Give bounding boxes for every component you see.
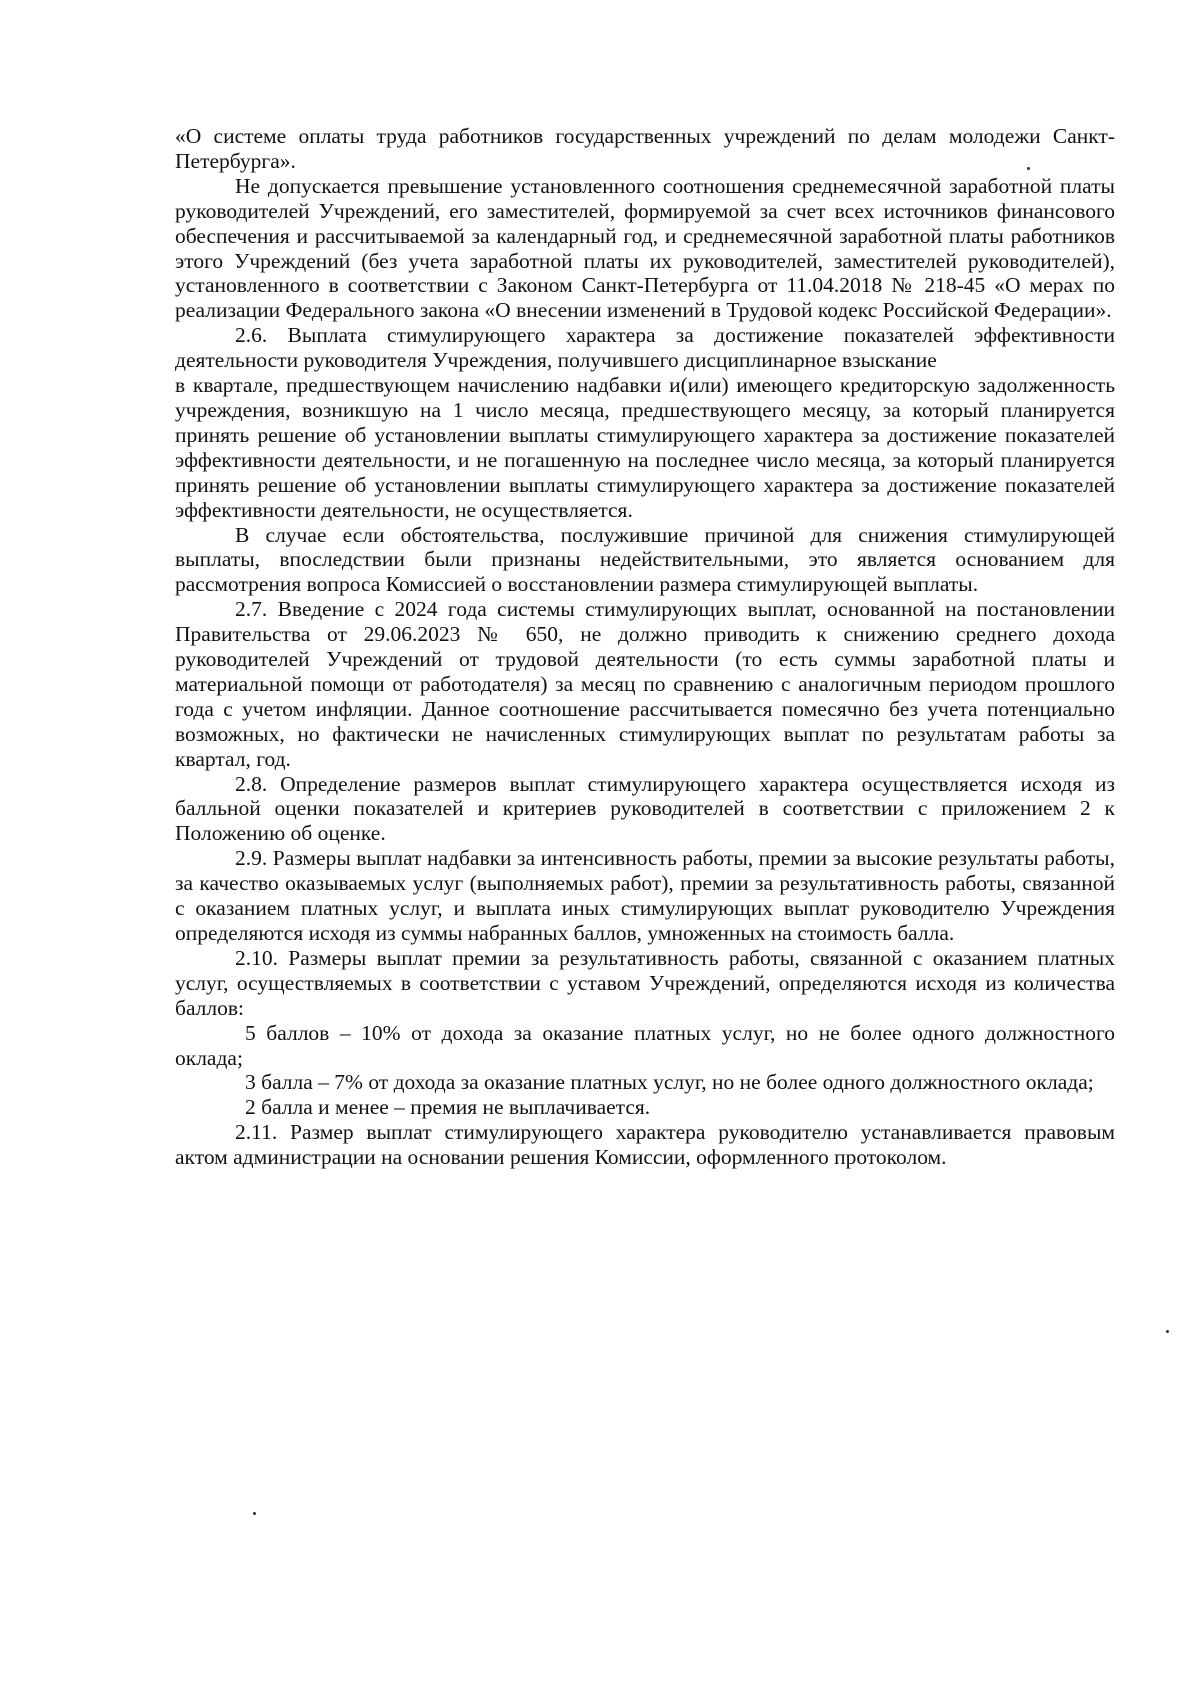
scan-speck-top xyxy=(1027,167,1030,170)
paragraph-law-title-end: «О системе оплаты труда работников государственных учреждений по делам молодежи Санкт-Петербурга». xyxy=(175,124,1115,173)
scan-speck-right xyxy=(1166,1330,1169,1333)
paragraph-restoration: В случае если обстоятельства, послужившие причиной для снижения стимулирующей выплаты, впоследствии были признаны недействительными, это является основанием для рассмотрения вопроса Комиссией о восстановлении размера стимулирующей выплаты. xyxy=(175,522,1115,597)
paragraph-2-8: 2.8. Определение размеров выплат стимулирующего характера осуществляется исходя из балльной оценки показателей и критериев руководителей в соответствии с приложением 2 к Положению об оценке. xyxy=(175,771,1115,846)
document-body xyxy=(175,124,1115,1170)
paragraph-2-9: 2.9. Размеры выплат надбавки за интенсивность работы, премии за высокие результаты работы, за качество оказываемых услуг (выполняемых работ), премии за результативность работы, связанной с оказанием платных услуг, и выплата иных стимулирующих выплат руководителю Учреждения определяются исходя из суммы набранных баллов, умноженных на стоимость балла. xyxy=(175,846,1115,945)
paragraph-2-10: 2.10. Размеры выплат премии за результативность работы, связанной с оказанием платных услуг, осуществляемых в соответствии с уставом Учреждений, определяются исходя из количества баллов: xyxy=(175,945,1115,1020)
paragraph-2-11: 2.11. Размер выплат стимулирующего характера руководителю устанавливается правовым актом администрации на основании решения Комиссии, оформленного протоколом. xyxy=(175,1120,1115,1170)
list-item-2-points: 2 балла и менее – премия не выплачивается. xyxy=(245,1095,651,1120)
scan-speck-bottom xyxy=(253,1512,256,1515)
paragraph-salary-ratio: Не допускается превышение установленного соотношения среднемесячной заработной платы руководителей Учреждений, его заместителей, формируемой за счет всех источников финансового обеспечения и рассчитываемой за календарный год, и среднемесячной заработной платы работников этого Учреждений (без учета заработной платы их руководителей, заместителей руководителей), установленного в соответствии с Законом Санкт-Петербурга от 11.04.2018 № 218-45 «О мерах по реализации Федерального закона «О внесении изменений в Трудовой кодекс Российской Федерации». xyxy=(175,173,1115,323)
paragraph-2-6-continued: в квартале, предшествующем начислению надбавки и(или) имеющего кредиторскую задолженность учреждения, возникшую на 1 число месяца, предшествующего месяцу, за который планируется принять решение об установлении выплаты стимулирующего характера за достижение показателей эффективности деятельности, и не погашенную на последнее число месяца, за который планируется принять решение об установлении выплаты стимулирующего характера за достижение показателей эффективности деятельности, не осуществляется. xyxy=(175,373,1115,522)
list-item-5-points: 5 баллов – 10% от дохода за оказание платных услуг, но не более одного должностного оклада; xyxy=(175,1020,1115,1070)
paragraph-2-7: 2.7. Введение с 2024 года системы стимулирующих выплат, основанной на постановлении Правительства от 29.06.2023 № 650, не должно приводить к снижению среднего дохода руководителей Учреждений от трудовой деятельности (то есть суммы заработной платы и материальной помощи от работодателя) за месяц по сравнению с аналогичным периодом прошлого года с учетом инфляции. Данное соотношение рассчитывается помесячно без учета потенциально возможных, но фактически не начисленных стимулирующих выплат по результатам работы за квартал, год. xyxy=(175,597,1115,771)
paragraph-2-6: 2.6. Выплата стимулирующего характера за достижение показателей эффективности деятельности руководителя Учреждения, получившего дисциплинарное взыскание xyxy=(175,323,1115,373)
list-item-3-points: 3 балла – 7% от дохода за оказание платных услуг, но не более одного должностного оклада; xyxy=(245,1070,1094,1095)
